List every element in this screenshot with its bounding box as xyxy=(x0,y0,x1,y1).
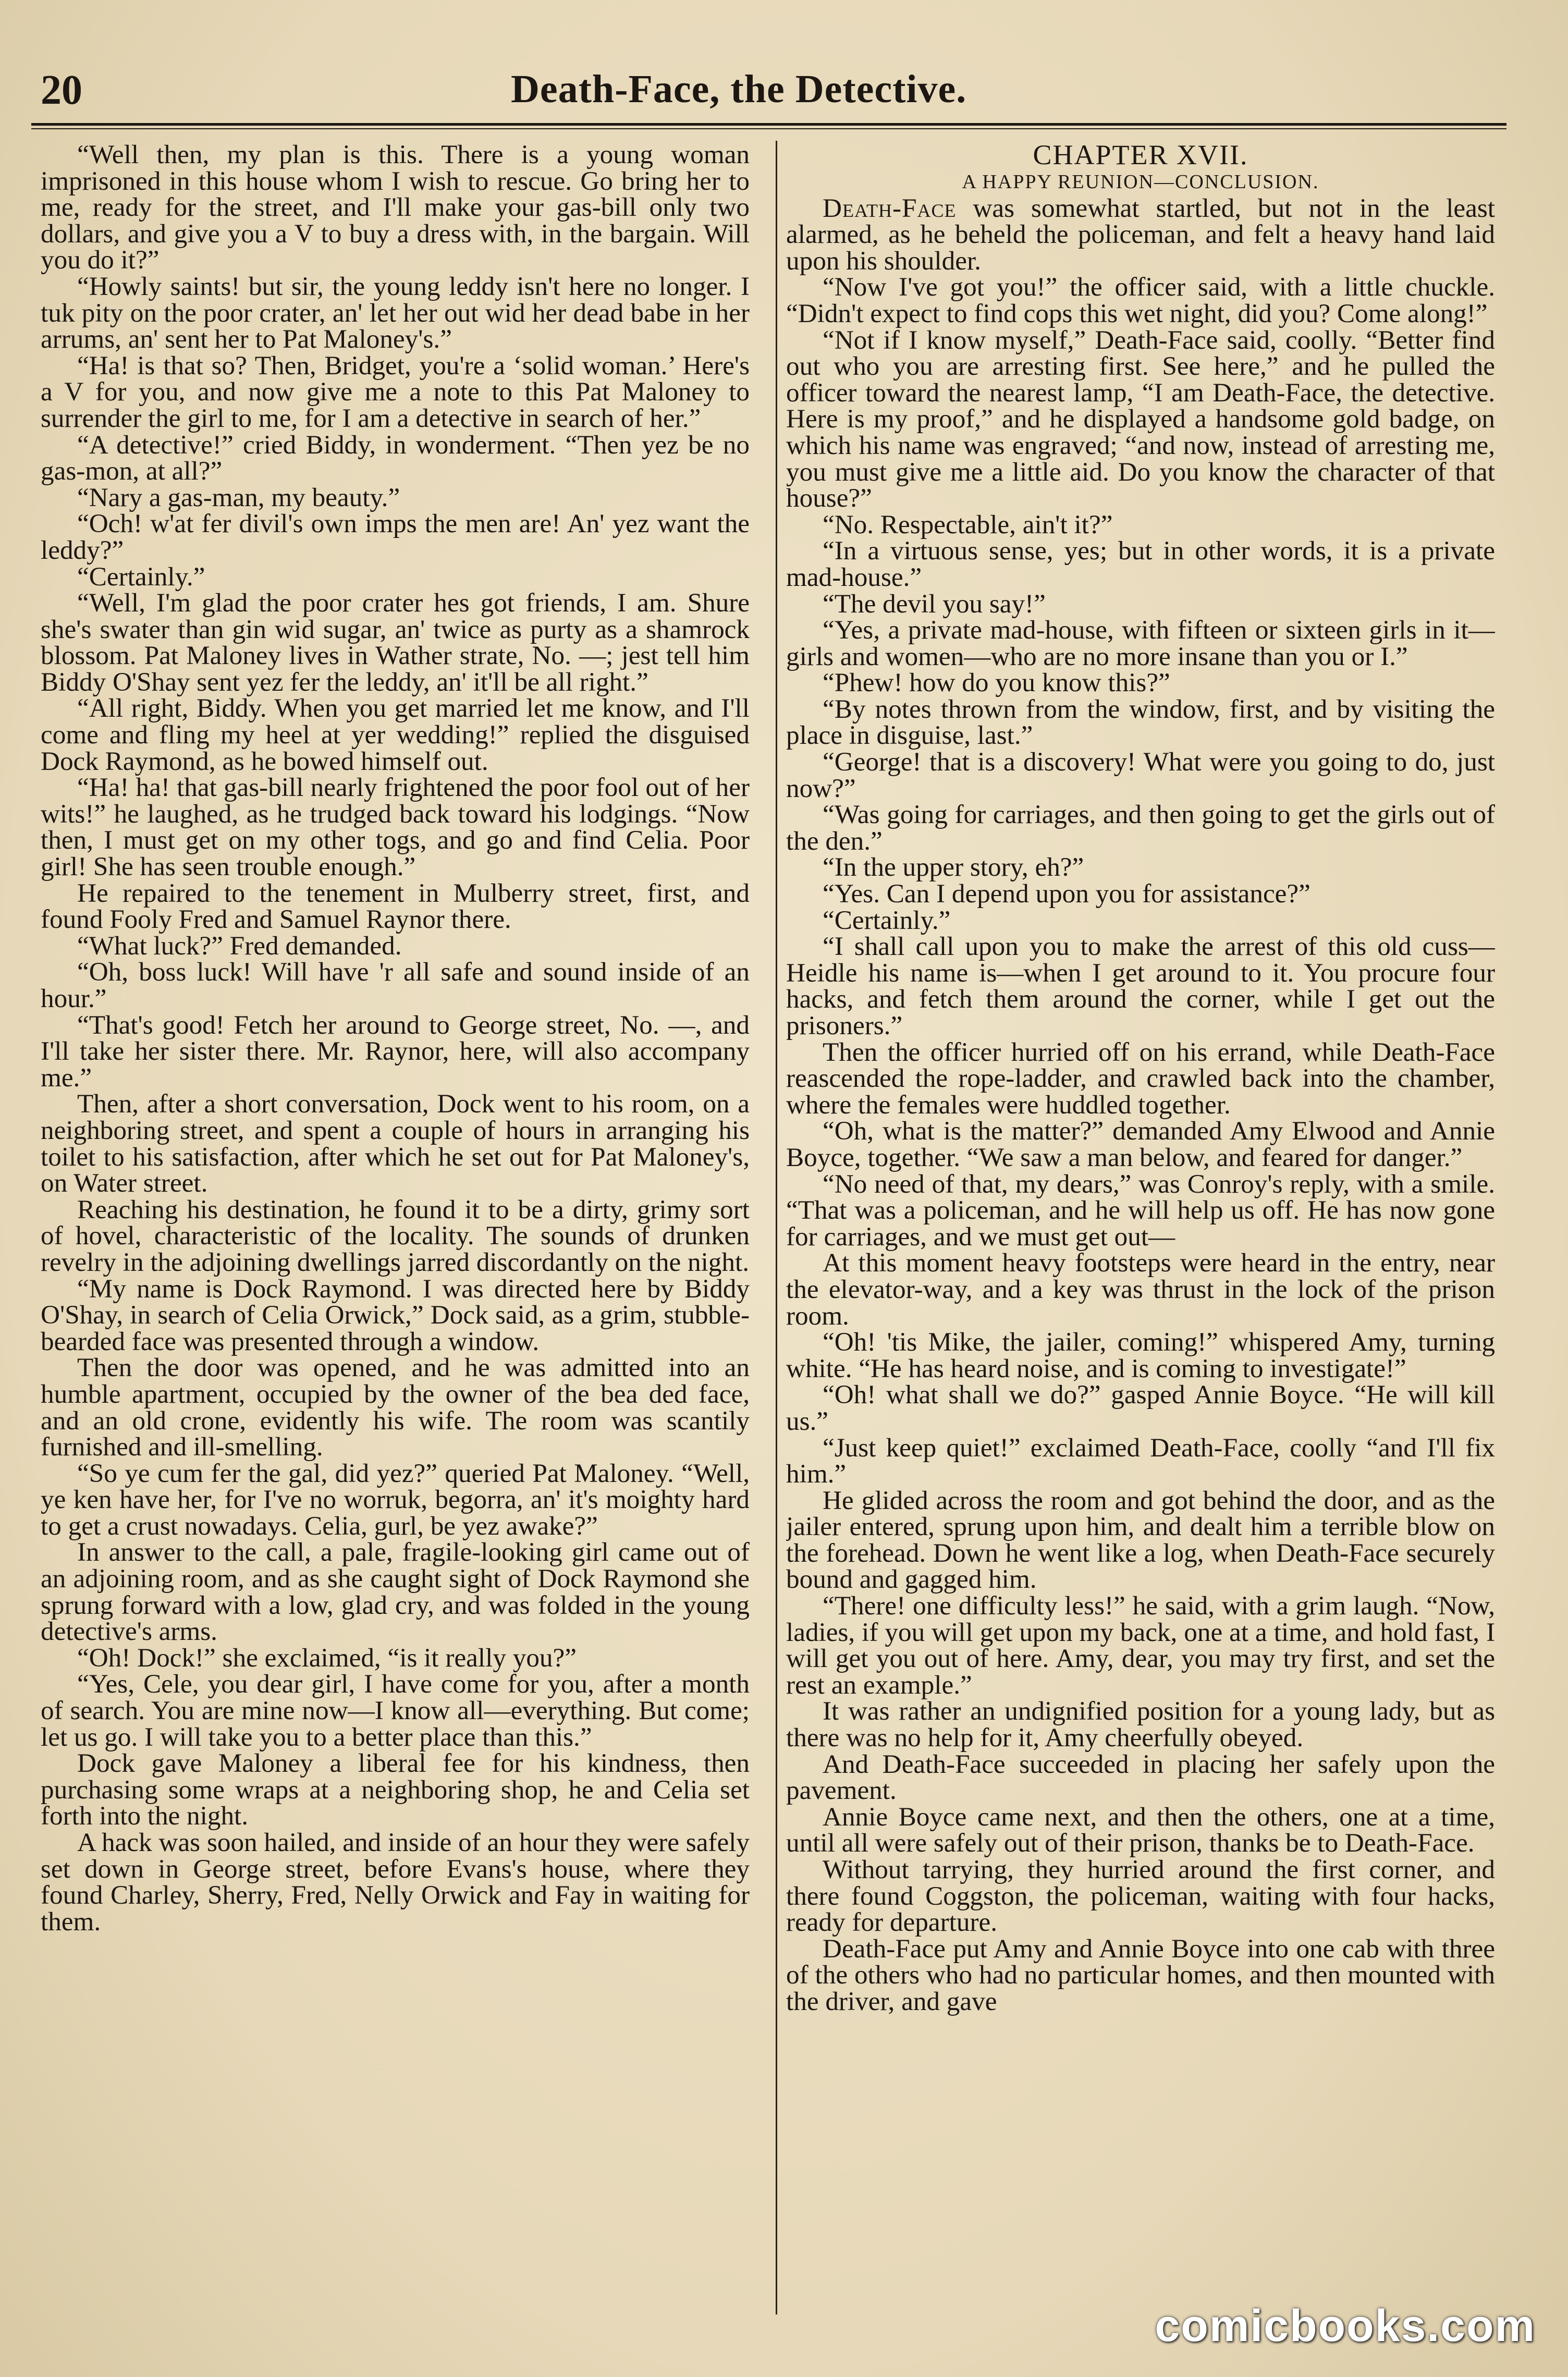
paragraph: “What luck?” Fred demanded. xyxy=(77,930,402,961)
paragraph: “Oh! what shall we do?” gasped Annie Boyce. “He will kill us.” xyxy=(786,1380,1495,1436)
paragraph: “Yes, a private mad-house, with fifteen or sixteen girls in it—girls and women—who are no more insane than you or I.” xyxy=(786,615,1495,671)
paragraph: “All right, Biddy. When you get married let me know, and I'll come and fling my heel at yer wedding!” replied the disguised Dock Raymond, as he bowed himself out. xyxy=(41,693,750,776)
paragraph: “Och! w'at fer divil's own imps the men are! An' yez want the leddy?” xyxy=(41,509,750,565)
paragraph: “Certainly.” xyxy=(823,905,951,935)
running-title: Death-Face, the Detective. xyxy=(511,67,967,111)
paragraph: Reaching his destination, he found it to be a dirty, grimy sort of hovel, characteristic of the locality. The sounds of drunken revelry in the adjoining dwellings jarred discordantly on the night. xyxy=(41,1194,750,1277)
paragraph: “George! that is a discovery! What were you going to do, just now?” xyxy=(786,747,1495,803)
right-paragraphs xyxy=(786,274,1495,2015)
paragraph: “Oh, what is the matter?” demanded Amy Elwood and Annie Boyce, together. “We saw a man below, and feared for danger.” xyxy=(786,1116,1495,1172)
paragraph: “Yes, Cele, you dear girl, I have come for you, after a month of search. You are mine now—I know all—everything. But come; let us go. I will take you to a better place than this.” xyxy=(41,1669,750,1752)
paragraph: Then the door was opened, and he was admitted into an humble apartment, occupied by the owner of the bea ded face, and an old crone, evidently his wife. The room was scantily furnished and ill-smelling. xyxy=(41,1353,750,1462)
paragraph: “In the upper story, eh?” xyxy=(823,852,1084,883)
chapter-opening-paragraph xyxy=(786,195,1495,275)
paragraph: “Not if I know myself,” Death-Face said, coolly. “Better find out who you are arresting first. See here,” and he pulled the officer toward the nearest lamp, “I am Death-Face, the detective. Here is my proof,” and he displayed a handsome gold badge, on which his name was engraved; “and now, instead of arresting me, you must give me a little aid. Do you know the character of that house?” xyxy=(786,325,1495,513)
watermark-logo: comicbooks.com xyxy=(1155,2301,1536,2351)
paragraph: “My name is Dock Raymond. I was directed here by Biddy O'Shay, in search of Celia Orwick,” Dock said, as a grim, stubble-bearded face was presented through a window. xyxy=(41,1273,750,1356)
paragraph: It was rather an undignified position for a young lady, but as there was no help for it, Amy cheerfully obeyed. xyxy=(786,1696,1495,1753)
paragraph: “No need of that, my dears,” was Conroy's reply, with a smile. “That was a policeman, and he will help us off. He has now gone for carriages, and we must get out— xyxy=(786,1169,1495,1252)
paragraph: “There! one difficulty less!” he said, with a grim laugh. “Now, ladies, if you will get upon my back, one at a time, and hold fast, I will get you out of here. Amy, dear, you may try first, and set the rest an example.” xyxy=(786,1591,1495,1700)
paragraph: “Yes. Can I depend upon you for assistance?” xyxy=(823,879,1310,909)
paragraph: Without tarrying, they hurried around the first corner, and there found Coggston, the policeman, waiting with four hacks, ready for departure. xyxy=(786,1855,1495,1938)
paragraph: “Well, I'm glad the poor crater hes got friends, I am. Shure she's swater than gin wid sugar, an' twice as purty as a shamrock blossom. Pat Maloney lives in Wather strate, No. —; jest tell him Biddy O'Shay sent yez fer the leddy, an' it'll be all right.” xyxy=(41,588,750,697)
paragraph: “Oh! Dock!” she exclaimed, “is it really you?” xyxy=(77,1643,577,1673)
paragraph: “Was going for carriages, and then going to get the girls out of the den.” xyxy=(786,800,1495,856)
paragraph: “Phew! how do you know this?” xyxy=(823,668,1170,698)
paragraph: Then, after a short conversation, Dock went to his room, on a neighboring street, and spent a couple of hours in arranging his toilet to his satisfaction, after which he set out for Pat Maloney's, on Water street. xyxy=(41,1089,750,1198)
paragraph: At this moment heavy footsteps were heard in the entry, near the elevator-way, and a key was thrust in the lock of the prison room. xyxy=(786,1248,1495,1331)
paragraph: “Ha! ha! that gas-bill nearly frightened the poor fool out of her wits!” he laughed, as he trudged back toward his lodgings. “Now then, I must get on my other togs, and go and find Celia. Poor girl! She has seen trouble enough.” xyxy=(41,773,750,882)
page-header xyxy=(31,62,1506,119)
paragraph: Dock gave Maloney a liberal fee for his kindness, then purchasing some wraps at a neighboring shop, he and Celia set forth into the night. xyxy=(41,1748,750,1831)
paragraph: “Howly saints! but sir, the young leddy isn't here no longer. I tuk pity on the poor crater, an' let her out wid her dead babe in her arrums, an' sent her to Pat Maloney's.” xyxy=(41,271,750,354)
paragraph: “No. Respectable, ain't it?” xyxy=(823,509,1113,540)
paragraph: “By notes thrown from the window, first, and by visiting the place in disguise, last.” xyxy=(786,694,1495,751)
page-number: 20 xyxy=(41,67,82,113)
paragraph: “Nary a gas-man, my beauty.” xyxy=(77,482,400,512)
paragraph: “In a virtuous sense, yes; but in other words, it is a private mad-house.” xyxy=(786,536,1495,592)
paragraph: “So ye cum fer the gal, did yez?” queried Pat Maloney. “Well, ye ken have her, for I've no worruk, begorra, an' it's moighty hard to get a crust nowadays. Celia, gurl, be yez awake?” xyxy=(41,1458,750,1541)
paragraph: “I shall call upon you to make the arrest of this old cuss—Heidle his name is—when I get around to it. You procure four hacks, and fetch them around the corner, while I get out the prisoners.” xyxy=(786,932,1495,1040)
header-rule-thin xyxy=(31,128,1506,129)
paragraph: In answer to the call, a pale, fragile-looking girl came out of an adjoining room, and as she caught sight of Dock Raymond she sprung forward with a low, glad cry, and was folded in the young detective's arms. xyxy=(41,1537,750,1647)
paragraph: A hack was soon hailed, and inside of an hour they were safely set down in George street, before Evans's house, where they found Charley, Sherry, Fred, Nelly Orwick and Fay in waiting for them. xyxy=(41,1828,750,1937)
header-rule xyxy=(31,123,1506,126)
paragraph: “Now I've got you!” the officer said, with a little chuckle. “Didn't expect to find cops this wet night, did you? Come along!” xyxy=(786,272,1495,328)
paragraph: Then the officer hurried off on his errand, while Death-Face reascended the rope-ladder, and crawled back into the chamber, where the females were huddled together. xyxy=(786,1037,1495,1120)
paragraph: Annie Boyce came next, and then the others, one at a time, until all were safely out of their prison, thanks be to Death-Face. xyxy=(786,1802,1495,1858)
paragraph: “Certainly.” xyxy=(77,561,205,592)
lead-rest: was somewhat startled, but not in the least alarmed, as he beheld the policeman, and felt a heavy hand laid upon his shoulder. xyxy=(786,193,1495,276)
paragraph: “Oh, boss luck! Will have 'r all safe and sound inside of an hour.” xyxy=(41,957,750,1013)
paragraph: “Ha! is that so? Then, Bridget, you're a ‘solid woman.’ Here's a V for you, and now give me a note to this Pat Maloney to surrender the girl to me, for I am a detective in search of her.” xyxy=(41,350,750,433)
paragraph: He glided across the room and got behind the door, and as the jailer entered, sprung upon him, and dealt him a terrible blow on the forehead. Down he went like a log, when Death-Face securely bound and gagged him. xyxy=(786,1485,1495,1595)
paragraph: “Just keep quiet!” exclaimed Death-Face, coolly “and I'll fix him.” xyxy=(786,1432,1495,1489)
column-divider xyxy=(776,141,777,2314)
chapter-subtitle: A HAPPY REUNION—CONCLUSION. xyxy=(962,170,1319,193)
right-column xyxy=(786,142,1495,2321)
paragraph: “Oh! 'tis Mike, the jailer, coming!” whispered Amy, turning white. “He has heard noise, and is coming to investigate!” xyxy=(786,1327,1495,1383)
paragraph: And Death-Face succeeded in placing her safely upon the pavement. xyxy=(786,1749,1495,1806)
paragraph: “Well then, my plan is this. There is a young woman imprisoned in this house whom I wish to rescue. Go bring her to me, ready for the street, and I'll make your gas-bill only two dollars, and give you a V to buy a dress with, in the bargain. Will you do it?” xyxy=(41,142,750,275)
left-column xyxy=(41,142,750,2321)
paragraph: “The devil you say!” xyxy=(823,589,1046,619)
paragraph: “That's good! Fetch her around to George street, No. —, and I'll take her sister there. Mr. Raynor, here, will also accompany me.” xyxy=(41,1010,750,1093)
paragraph: He repaired to the tenement in Mulberry street, first, and found Fooly Fred and Samuel Raynor there. xyxy=(41,878,750,935)
paragraph: Death-Face put Amy and Annie Boyce into one cab with three of the others who had no particular homes, and then mounted with the driver, and gave xyxy=(786,1933,1495,2016)
paragraph: “A detective!” cried Biddy, in wonderment. “Then yez be no gas-mon, at all?” xyxy=(41,430,750,486)
lead-name: Death-Face xyxy=(823,193,957,223)
chapter-title: CHAPTER XVII. xyxy=(1033,142,1248,170)
